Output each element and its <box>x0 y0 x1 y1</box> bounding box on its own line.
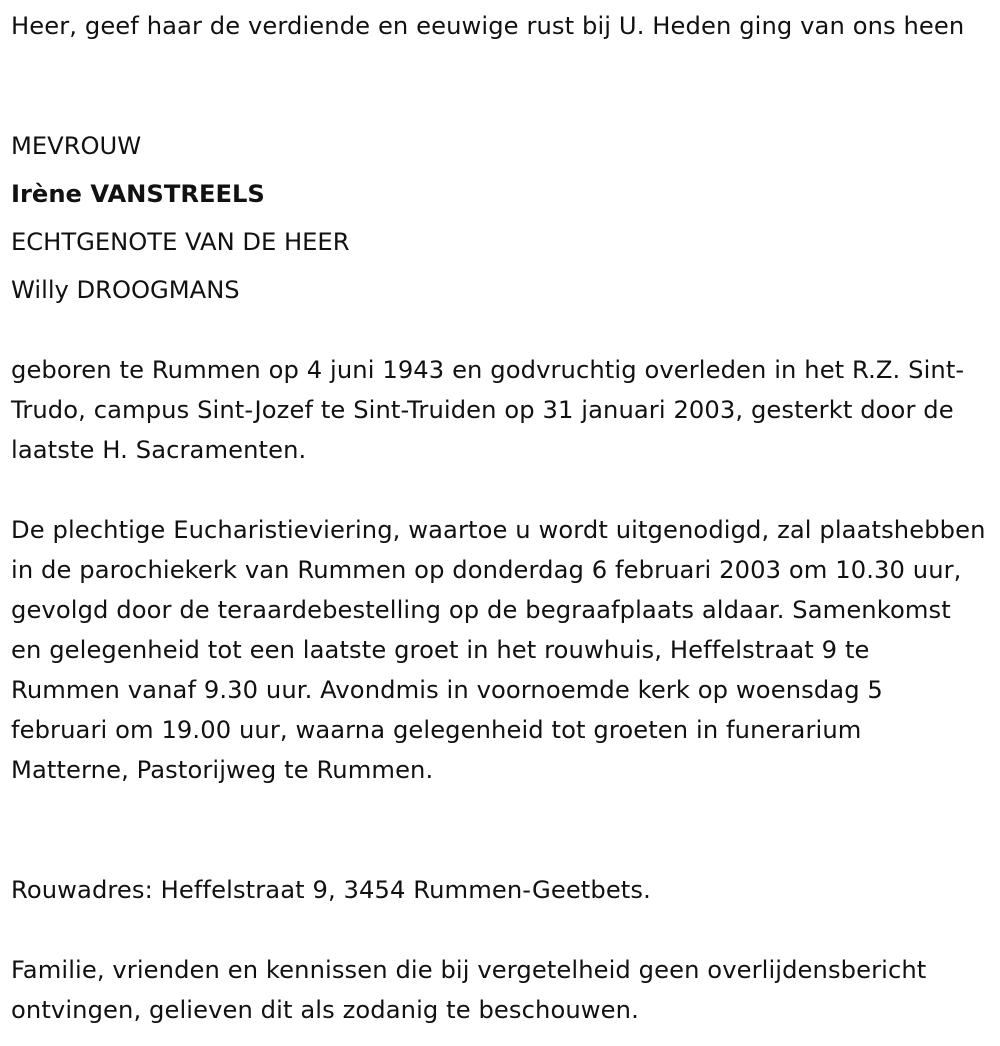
birth-death-text: geboren te Rummen op 4 juni 1943 en godvruchtig overleden in het R.Z. Sint-Trudo, campus Sint-Jozef te Sint-Truiden op 31 januari 2003, gesterkt door de laatste H. Sacramenten. <box>11 356 965 464</box>
spouse-label: ECHTGENOTE VAN DE HEER <box>11 228 350 256</box>
spouse-name: Willy DROOGMANS <box>11 276 240 304</box>
honorific: MEVROUW <box>11 132 142 160</box>
mourning-address: Rouwadres: Heffelstraat 9, 3454 Rummen-Geetbets. <box>11 876 651 904</box>
ceremony-text: De plechtige Eucharistieviering, waartoe u wordt uitgenodigd, zal plaatshebben in de parochiekerk van Rummen op donderdag 6 februari 2003 om 10.30 uur, gevolgd door de teraardebestelling op de begraafplaats aldaar. Samenkomst en gelegenheid tot een laatste groet in het rouwhuis, Heffelstraat 9 te Rummen vanaf 9.30 uur. Avondmis in voornoemde kerk op woensdag 5 februari om 19.00 uur, waarna gelegenheid tot groeten in funerarium Matterne, Pastorijweg te Rummen. <box>11 516 986 784</box>
intro-text: Heer, geef haar de verdiende en eeuwige rust bij U. Heden ging van ons heen <box>11 12 965 40</box>
closing-text: Familie, vrienden en kennissen die bij vergetelheid geen overlijdensbericht ontvingen, gelieven dit als zodanig te beschouwen. <box>11 956 927 1024</box>
deceased-name: Irène VANSTREELS <box>11 180 265 208</box>
